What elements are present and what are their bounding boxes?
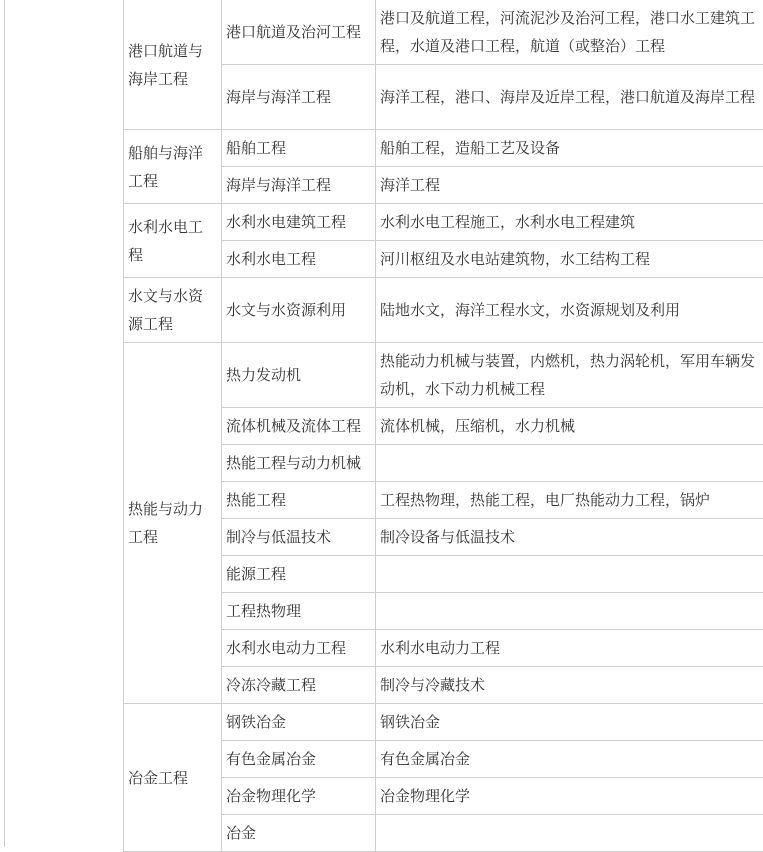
old-major-cell: 海洋工程	[376, 167, 763, 204]
major-cell: 水利水电工程	[222, 241, 376, 278]
major-cell: 热力发动机	[222, 343, 376, 408]
old-major-cell: 钢铁冶金	[376, 704, 763, 741]
major-cell: 制冷与低温技术	[222, 519, 376, 556]
old-major-cell: 海洋工程，港口、海岸及近岸工程，港口航道及海岸工程	[376, 65, 763, 130]
old-major-cell: 制冷与冷藏技术	[376, 667, 763, 704]
category-cell: 热能与动力工程	[124, 343, 222, 704]
table-row	[124, 130, 763, 167]
table-row	[124, 343, 763, 408]
old-major-cell: 热能动力机械与装置，内燃机，热力涡轮机，军用车辆发动机，水下动力机械工程	[376, 343, 763, 408]
major-cell: 能源工程	[222, 556, 376, 593]
major-cell: 水利水电建筑工程	[222, 204, 376, 241]
major-cell: 钢铁冶金	[222, 704, 376, 741]
old-major-cell: 冶金物理化学	[376, 778, 763, 815]
major-cell: 冷冻冷藏工程	[222, 667, 376, 704]
table-row	[124, 0, 763, 65]
major-cell: 流体机械及流体工程	[222, 408, 376, 445]
old-major-cell: 船舶工程，造船工艺及设备	[376, 130, 763, 167]
category-cell: 船舶与海洋工程	[124, 130, 222, 204]
old-major-cell: 工程热物理，热能工程，电厂热能动力工程，锅炉	[376, 482, 763, 519]
major-cell: 海岸与海洋工程	[222, 167, 376, 204]
major-cell: 港口航道及治河工程	[222, 0, 376, 65]
table-row	[124, 704, 763, 741]
major-cell: 水文与水资源利用	[222, 278, 376, 343]
table-row	[124, 278, 763, 343]
major-cell: 有色金属冶金	[222, 741, 376, 778]
old-major-cell: 水利水电工程施工，水利水电工程建筑	[376, 204, 763, 241]
major-cell: 水利水电动力工程	[222, 630, 376, 667]
major-cell: 船舶工程	[222, 130, 376, 167]
old-major-cell: 流体机械，压缩机，水力机械	[376, 408, 763, 445]
category-cell: 水利水电工程	[124, 204, 222, 278]
old-major-cell: 陆地水文，海洋工程水文，水资源规划及利用	[376, 278, 763, 343]
old-major-cell	[376, 593, 763, 630]
old-major-cell: 水利水电动力工程	[376, 630, 763, 667]
old-major-cell	[376, 815, 763, 852]
category-cell: 港口航道与海岸工程	[124, 0, 222, 130]
old-major-cell: 河川枢纽及水电站建筑物，水工结构工程	[376, 241, 763, 278]
table-row	[124, 204, 763, 241]
category-cell: 冶金工程	[124, 704, 222, 852]
old-major-cell: 制冷设备与低温技术	[376, 519, 763, 556]
category-cell: 水文与水资源工程	[124, 278, 222, 343]
old-major-cell	[376, 445, 763, 482]
major-cell: 热能工程与动力机械	[222, 445, 376, 482]
old-major-cell: 有色金属冶金	[376, 741, 763, 778]
old-major-cell	[376, 556, 763, 593]
major-cell: 海岸与海洋工程	[222, 65, 376, 130]
page-frame-left-border	[4, 0, 5, 847]
major-cell: 冶金	[222, 815, 376, 852]
major-catalog-table	[123, 0, 763, 852]
old-major-cell: 港口及航道工程，河流泥沙及治河工程，港口水工建筑工程，水道及港口工程，航道（或整治）工程	[376, 0, 763, 65]
major-cell: 热能工程	[222, 482, 376, 519]
major-cell: 冶金物理化学	[222, 778, 376, 815]
major-cell: 工程热物理	[222, 593, 376, 630]
